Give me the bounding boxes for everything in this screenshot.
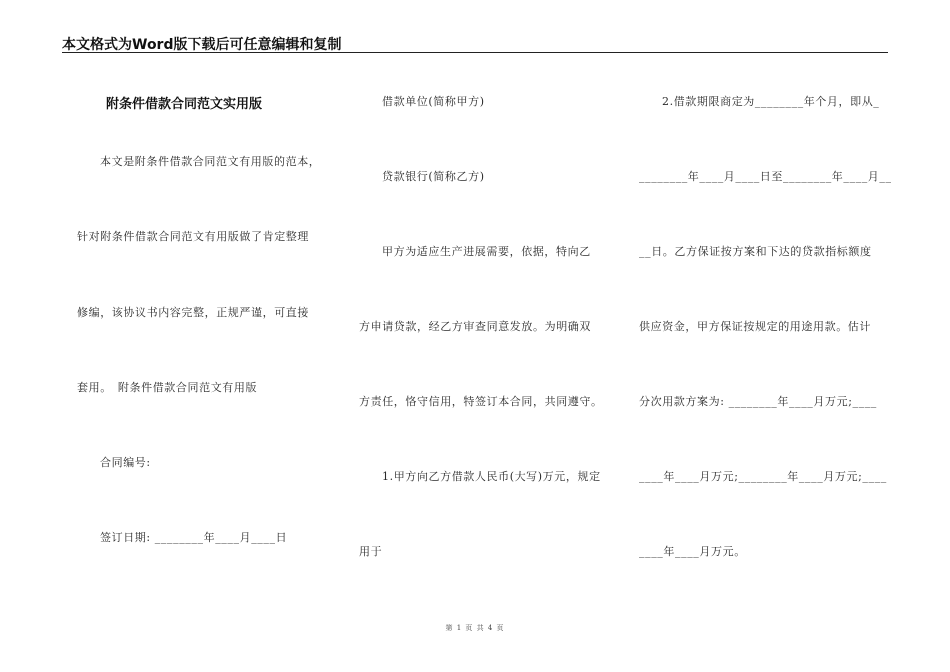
- col1-line-1: 本文是附条件借款合同范文有用版的范本，: [100, 155, 321, 168]
- col1-line-2: 针对附条件借款合同范文有用版做了肯定整理: [77, 230, 309, 243]
- col2-line-1: 借款单位(简称甲方): [382, 95, 485, 108]
- col2-line-3: 甲方为适应生产进展需要，依据，特向乙: [382, 245, 591, 258]
- col1-line-4: 套用。 附条件借款合同范文有用版: [77, 381, 258, 394]
- col3-line-7: ____年____月万元。: [639, 545, 746, 558]
- col3-line-1: 2.借款期限商定为________年个月，即从_: [662, 95, 880, 108]
- page-number: 第 1 页 共 4 页: [445, 624, 505, 632]
- col1-line-3: 修编，该协议书内容完整，正规严谨，可直接: [77, 306, 309, 319]
- header-divider: [62, 52, 888, 53]
- col3-line-6: ____年____月万元;________年____月万元;____: [639, 470, 887, 483]
- document-title: 附条件借款合同范文实用版: [106, 97, 263, 112]
- col2-line-4: 方申请贷款，经乙方审查同意发放。为明确双: [359, 320, 591, 333]
- col2-line-5: 方责任，恪守信用，特签订本合同，共同遵守。: [359, 395, 603, 408]
- header-title: 本文格式为Word版下载后可任意编辑和复制: [62, 37, 342, 53]
- col3-line-5: 分次用款方案为: ________年____月万元;____: [639, 395, 877, 408]
- col2-line-6: 1.甲方向乙方借款人民币(大写)万元，规定: [382, 470, 601, 483]
- col3-line-4: 供应资金，甲方保证按规定的用途用款。估计: [639, 320, 871, 333]
- col2-line-2: 贷款银行(简称乙方): [382, 170, 485, 183]
- signing-date-line: 签订日期: ________年____月____日: [100, 531, 288, 544]
- contract-number-label: 合同编号:: [100, 456, 151, 469]
- col3-line-3: __日。乙方保证按方案和下达的贷款指标额度: [639, 245, 872, 258]
- col3-line-2: ________年____月____日至________年____月__: [639, 170, 892, 183]
- col2-line-7: 用于: [359, 545, 383, 558]
